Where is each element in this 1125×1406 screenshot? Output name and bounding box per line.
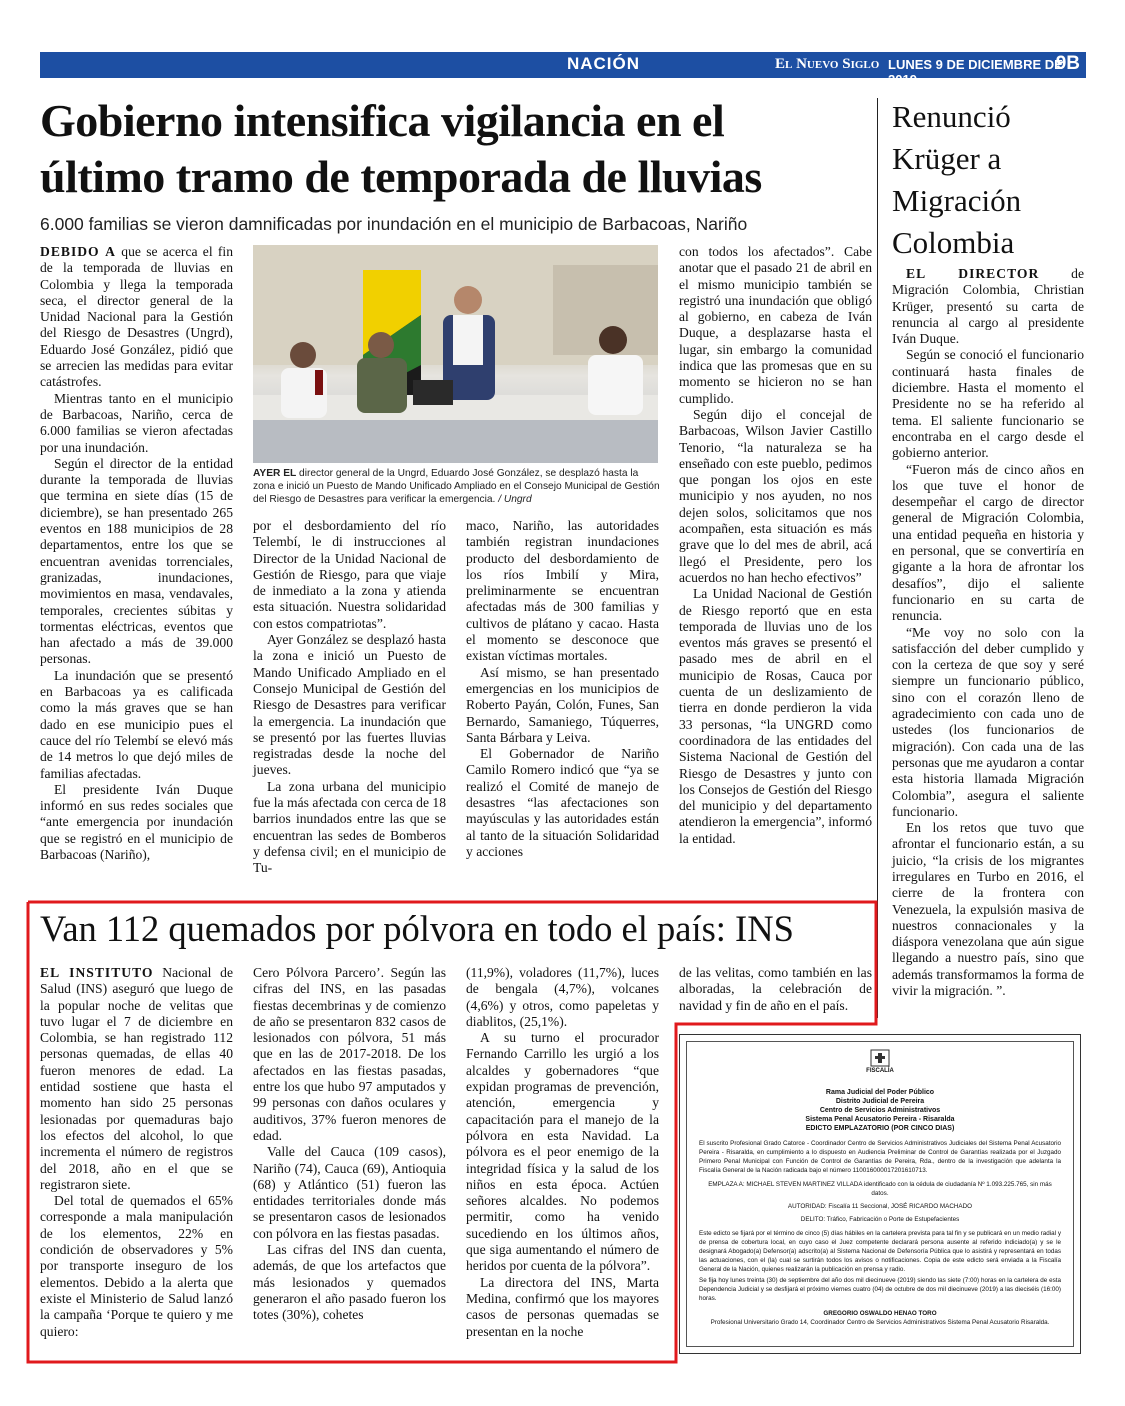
paragraph: Ayer González se desplazó hasta la zona e inició un Puesto de Mando Unificado Ampliado en el Consejo Municipal de Gestión del Riesgo de Desastres para verificar la emergencia. La inundación que se presentó por las fuertes lluvias registradas desde la noche del jueves. (253, 632, 446, 778)
paragraph: A su turno el procurador Fernando Carrillo les urgió a los alcaldes y gobernadores “que expidan programas de prevención, atención, emergencia y capacitación para el manejo de la pólvora en esta Navidad. La pólvora es el peor enemigo de la integridad física y la salud de los niños en esta época. Actúen señores alcaldes. No podemos permitir, como ha venido sucediendo en los últimos años, que siga aumentando el número de heridos por cuenta de la pólvora”. (466, 1030, 659, 1274)
side-article-title: Renunció Krüger a Migración Colombia (892, 99, 1022, 260)
legal-heading-line: Distrito Judicial de Pereira (835, 1098, 925, 1105)
legal-signer: GREGORIO OSWALDO HENAO TORO (823, 1310, 937, 1317)
second-article-headline: Van 112 quemados por pólvora en todo el país: INS (40, 908, 794, 949)
paragraph: En los retos que tuvo que afrontar el funcionario están, a su juicio, “la crisis de los migrantes irregulares en Turbo en 2016, el cierre de la frontera con Venezuela, la expulsión masiva de nuestros connacionales y la diáspora venezolana que aún sigue llegando a nuestro país, sino que además transformamos la forma de vivir la migración. ”. (892, 820, 1084, 999)
second-article-column-3 (466, 965, 659, 1340)
paragraph: “Fueron más de cinco años en los que tuve el honor de desempeñar el cargo de director general de Migración Colombia, una entidad pequeña en historia y en personal, que se convertiría en gigante a la hora de afrontar los desafíos”, dijo el saliente funcionario en su carta de renuncia. (892, 461, 1084, 624)
paragraph: Según se conoció el funcionario continuará hasta finales de diciembre. Hasta el momento el Presidente no se ha referido al tema. El saliente funcionario se encontraba en el cargo desde el gobierno anterior. (892, 347, 1084, 461)
legal-heading-line: Centro de Servicios Administrativos (819, 1107, 941, 1114)
photo-credit: / Ungrd (498, 494, 532, 505)
paragraph: Del total de quemados el 65% corresponde a mala manipulación de los elementos, 22% en condición de observadores y 5% por transporte inseguro de los elementos. Debido a la alerta que existe el Ministerio de Salud lanzó la campaña ‘Porque te quiero y me quiero: (40, 1193, 233, 1339)
side-article-kicker: EL DIRECTOR (906, 266, 1040, 281)
legal-signer-title: Profesional Universitario Grado 14, Coordinador Centro de Servicios Administrativos Sistema Penal Acusatorio Risaralda. (710, 1319, 1050, 1326)
legal-delito: DELITO: Tráfico, Fabricación o Porte de Estupefacientes (800, 1216, 960, 1223)
legal-emplaza: EMPLAZA A: MICHAEL STEVEN MARTINEZ VILLADA identificado con la cédula de ciudadanía Nº 1.093.225.765, sin más datos. (708, 1181, 1052, 1197)
legal-heading-line: Sistema Penal Acusatorio Pereira - Risaralda (805, 1116, 955, 1123)
legal-notice-frame (686, 1041, 1074, 1347)
legal-autoridad: AUTORIDAD: Fiscalía 11 Seccional, JOSÉ RICARDO MACHADO (787, 1203, 973, 1210)
paragraph: Cero Pólvora Parcero’. Según las cifras del INS, en las pasadas fiestas decembrinas y de comienzo de año se presentaron 832 casos de lesionados con pólvora, 51 más que en las de 2017-2018. De los afectados en las fiestas pasadas, entre los que hubo 97 amputados y 99 personas con daños oculares y auditivos, 37% fueron menores de edad. (253, 965, 446, 1143)
caption-text: director general de la Ungrd, Eduardo José González, se desplazó hasta la zona e inició un Puesto de Mando Unificado Ampliado en el Consejo Municipal de Gestión del Riesgo de Desastres para verificar la emergencia. (253, 468, 660, 505)
paragraph: Así mismo, se han presentado emergencias en los municipios de Roberto Payán, Colón, Funes, San Bernardo, Samaniego, Túquerres, Santa Bárbara y Leiva. (466, 664, 659, 745)
paragraph: Mientras tanto en el municipio de Barbacoas, Nariño, cerca de 6.000 familias se vieron afectadas por una inundación. (40, 390, 233, 455)
paragraph: El Gobernador de Nariño Camilo Romero indicó que “ya se realizó el Comité de manejo de desastres “las afectaciones son mayúsculas y las autoridades están al tanto de la situación Solidaridad y acciones (466, 746, 659, 859)
legal-heading (687, 1088, 1073, 1133)
legal-body: Se fija hoy lunes treinta (30) de septiembre del año dos mil diecinueve (2019) siendo las siete (7:00) horas en la cartelera de esta Dependencia Judicial y se desfijará el próximo viernes cuatro (04) de octubre de dos mil diecinueve (2019) a las dieciséis (16:00) horas. (699, 1277, 1061, 1302)
paragraph: por el desbordamiento del río Telembí, le di instrucciones al Director de la Unidad Nacional de Gestión de Riesgo, para que viaje de inmediato a la zona y atienda esta situación. Nuestra solidaridad con estos compatriotas”. (253, 518, 446, 631)
publication-name: El Nuevo Siglo (775, 56, 880, 72)
caption-lead: AYER EL (253, 468, 297, 479)
paragraph: de las velitas, como también en las alboradas, la celebración de navidad y fin de año en el país. (679, 965, 872, 1013)
headline-line-1: Gobierno intensifica vigilancia en el (40, 95, 725, 146)
fiscalia-emblem-icon (869, 1048, 891, 1068)
second-article-column-4 (679, 965, 872, 1014)
legal-heading-line: EDICTO EMPLAZATORIO (POR CINCO DIAS) (805, 1125, 955, 1132)
legal-body: Este edicto se fijará por el término de cinco (5) días hábiles en la cartelera prevista para tal fin y se publicará en un medio radial y de prensa de cobertura local, en cuyo caso el Juez competente declarará persona ausente al referido indiciado(a) y se le designará Abogado(a) Defensor(a) adscrito(a) al Sistema Nacional de Defensoría Pública que lo asistirá y representará en todas las actuaciones, con el (la) cual se surtirán todos los avisos o notificaciones. Copia de este edicto será enviada a la Fiscalía General de la Nación, quienes realizarán la publicación en prensa y radio. (699, 1230, 1061, 1273)
paragraph: El presidente Iván Duque informó en sus redes sociales que “ante emergencia por inundación que se registró en el municipio de Barbacoas (Nariño), (40, 781, 233, 862)
paragraph: DEBIDO A que se acerca el fin de la temporada de lluvias en Colombia y llega la temporada seca, el director general de la Unidad Nacional para la Gestión del Riesgo de Desastres (Ungrd), Eduardo José González, pidió que se arrecien las medidas para evitar catástrofes. (40, 244, 233, 390)
paragraph: Valle del Cauca (109 casos), Nariño (74), Cauca (69), Antioquia (68) y Atlántico (51) fueron las entidades territoriales donde más se presentaron casos de lesionados con pólvora en las fiestas pasadas. (253, 1144, 446, 1241)
paragraph: Según dijo el concejal de Barbacoas, Wilson Javier Castillo Tenorio, “la naturaleza se ha enseñado con este pueblo, pedimos que pongan los ojos en este municipio y nos ayuden, no nos dejen solos, solicitamos que nos acompañen, esta situación es más grave que lo del mes de abril, acá llegó el Presidente, pero los acuerdos no han hecho efectivos” (679, 406, 872, 585)
second-article-column-1 (40, 965, 233, 1340)
legal-body: El suscrito Profesional Grado Catorce - Coordinador Centro de Servicios Administrativos Judiciales del Sistema Penal Acusatorio Pereira - Risaralda, en cumplimiento a lo dispuesto en Audiencia Preliminar de Control de Garantías realizada por el Juzgado Primero Penal Municipal con Función de Control de Garantías de Pereira, Rda., dentro de la investigación que adelanta la Fiscalía General de la Nación radicada bajo el número 110016000017201610713. (699, 1140, 1061, 1174)
paragraph: Según el director de la entidad durante la temporada de lluvias que termina en siete días (15 de diciembre), se han presentado 265 eventos en 188 municipios de 28 departamentos, entre los que se encuentran avenidas torrenciales, granizadas, inundaciones, movimientos en masa, vendavales, temporales, crecientes súbitas y tormentas eléctricas, eventos que han afectado a más de 39.000 personas. (40, 455, 233, 667)
paragraph: EL DIRECTOR de Migración Colombia, Christian Krüger, presentó su carta de renuncia al cargo al presidente Iván Duque. (892, 266, 1084, 347)
second-article-kicker: EL INSTITUTO (40, 965, 154, 980)
paragraph: La directora del INS, Marta Medina, confirmó que los mayores casos de personas quemadas se presentan en la noche (466, 1274, 659, 1339)
paragraph: La Unidad Nacional de Gestión de Riesgo reportó que en esta temporada de lluvias uno de los eventos más graves se presentó el pasado mes de abril en el municipio de Rosas, Cauca por cuenta de un deslizamiento de tierra en donde perdieron la vida 33 personas, “la UNGRD como coordinadora de las entidades del Sistema Nacional de Gestión del Riesgo de Desastres y junto con los Consejos de Gestión del Riesgo del municipio y del departamento atendieron la emergencia”, informó la entidad. (679, 586, 872, 846)
paragraph: La zona urbana del municipio fue la más afectada con cerca de 18 barrios inundados entre las que se encuentran las sedes de Bomberos y defensa civil; en el municipio de Tu- (253, 778, 446, 876)
legal-notice (679, 1034, 1081, 1354)
paragraph: “Me voy no solo con la satisfacción del deber cumplido y con la certeza de que soy y seré siempre un funcionario público, sino con el corazón lleno de agradecimiento con cada uno de ustedes (los funcionarios de migración). Con cada una de las personas que me ayudaron a contar esta historia llamada Migración Colombia”, asegura el saliente funcionario. (892, 624, 1084, 819)
legal-heading-line: Rama Judicial del Poder Público (825, 1089, 935, 1096)
paragraph: maco, Nariño, las autoridades también registran inundaciones producto del desbordamiento de los ríos Imbilí y Mira, preliminarmente se encuentran afectadas más de 300 familias y cultivos de plátano y cacao. Hasta el momento se desconoce que existan víctimas mortales. (466, 518, 659, 664)
paragraph: con todos los afectados”. Cabe anotar que el pasado 21 de abril en el mismo municipio también se registró una inundación que obligó al gobierno, en cabeza de Iván Duque, a desplazarse hasta el lugar, sin embargo la comunidad indica que las promesas que en su momento se hicieron no se han cumplido. (679, 244, 872, 406)
headline-line-2: último tramo de temporada de lluvias (40, 151, 762, 202)
article-kicker: DEBIDO A (40, 244, 116, 259)
fiscalia-logo (687, 1048, 1073, 1074)
issue-date: LUNES 9 DE DICIEMBRE DE 2019 (888, 57, 1063, 87)
paragraph: Las cifras del INS dan cuenta, además, de que los artefactos que más lesionados y quemados generaron el año pasado fueron los totes (30%), cohetes (253, 1242, 446, 1323)
main-subhead: 6.000 familias se vieron damnificadas por inundación en el municipio de Barbacoas, Nariño (40, 214, 748, 234)
paragraph: EL INSTITUTO Nacional de Salud (INS) aseguró que luego de la popular noche de velitas que tuvo lugar el 7 de diciembre en Colombia, se han registrado 112 personas quemadas, de ellas 40 fueron menores de edad. La entidad sostiene que hasta el momento han sido 25 personas lesionadas por quemaduras bajo los efectos del alcohol, lo que incrementa el número de registros del 2018, año en el que se registraron siete. (40, 965, 233, 1192)
second-article-column-2 (253, 965, 446, 1324)
section-name: NACIÓN (566, 54, 640, 73)
fiscalia-logo-text: FISCALÍA (866, 1068, 894, 1074)
paragraph: (11,9%), voladores (11,7%), luces de bengala (4,7%), volcanes (4,6%) y otros, como papeletas y diablitos, (25,1%). (466, 965, 659, 1029)
paragraph: La inundación que se presentó en Barbacoas ya es calificada como la más graves que se han dado en ese municipio pues el cauce del río Telembí se elevó más de 14 metros lo que dejó miles de familias afectadas. (40, 667, 233, 781)
page-number: 9B (1055, 53, 1080, 74)
